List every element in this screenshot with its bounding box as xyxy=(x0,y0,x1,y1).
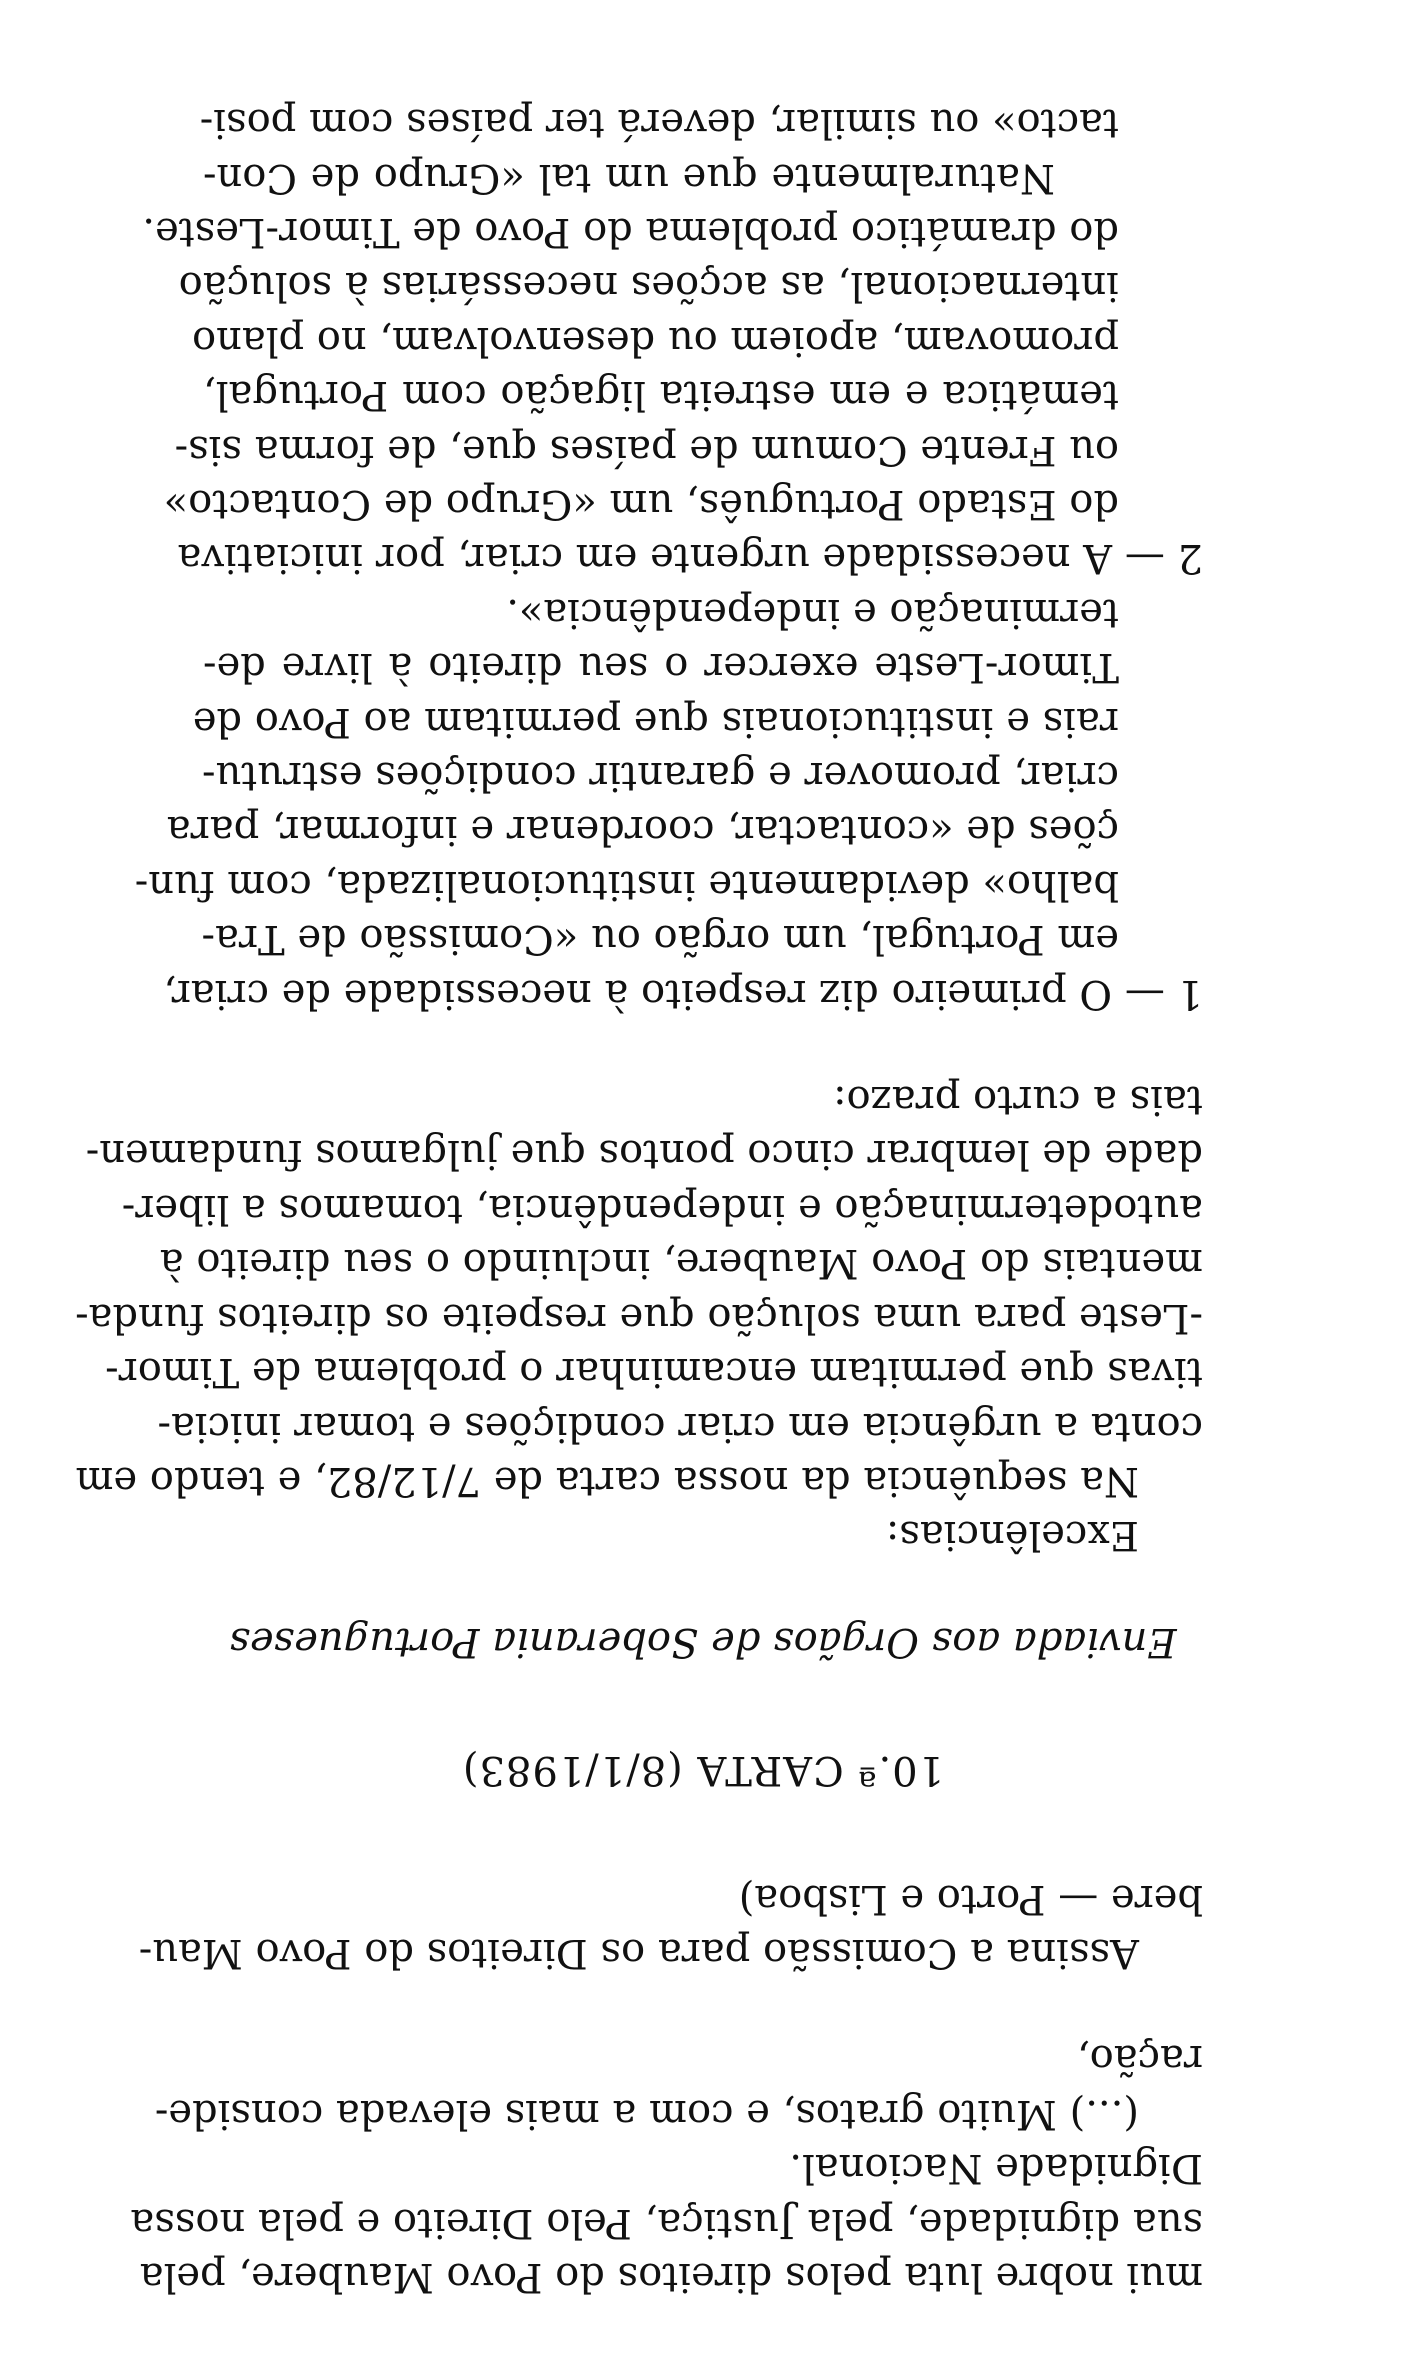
text-line: rais e institucionais que permitam ao Povo de xyxy=(192,698,1119,745)
closing-paragraph xyxy=(154,2032,1203,2141)
text-line: -Leste para uma solução que respeite os direitos funda- xyxy=(75,1294,1203,1341)
salutation: Excelências: xyxy=(885,1512,1139,1559)
text-line: temática e em estreita ligação com Portugal, xyxy=(203,372,1119,419)
text-line: balho» devidamente institucionalizada, com fun- xyxy=(134,861,1119,908)
text-line: tacto» ou similar, deverá ter países com posi- xyxy=(199,100,1119,147)
text-line: em Portugal, um orgão ou «Comissão de Tra- xyxy=(201,916,1119,963)
text-line: dade de lembrar cinco pontos que julgamos fundamen- xyxy=(85,1131,1203,1178)
continuation-paragraph xyxy=(130,2141,1203,2304)
text-line: conta a urgência em criar condições e tomar inicia- xyxy=(157,1403,1203,1450)
point-1-paragraph xyxy=(134,585,1203,1020)
text-line: tais a curto prazo: xyxy=(833,1077,1203,1124)
text-line: tivas que permitam encaminhar o problema de Timor- xyxy=(105,1349,1203,1396)
text-line: bere — Porto e Lisboa) xyxy=(738,1875,1203,1922)
text-line: Na sequência da nossa carta de 7/12/82, e tendo em xyxy=(75,1457,1139,1504)
text-line: internacional, as acções necessárias à solução xyxy=(178,263,1119,310)
text-column xyxy=(75,0,1203,2304)
text-line: Naturalmente que um tal «Grupo de Con- xyxy=(203,154,1055,201)
text-line: do dramático problema do Povo de Timor-Leste. xyxy=(142,209,1119,255)
text-line: autodeterminação e independência, tomamos a liber- xyxy=(121,1185,1203,1232)
letter-subtitle: Enviada aos Orgãos de Soberania Portugueses xyxy=(229,1618,1177,1665)
text-line: terminação e independência». xyxy=(506,589,1119,636)
text-line: do Estado Português, um «Grupo de Contacto» xyxy=(163,481,1119,528)
point-2-paragraph xyxy=(142,96,1203,586)
text-line: sua dignidade, pela Justiça, Pelo Direito e pela nossa xyxy=(130,2199,1203,2246)
text-line: ções de «contactar, coordenar e informar, para xyxy=(166,807,1119,854)
text-line: ração, xyxy=(1076,2036,1203,2083)
intro-paragraph xyxy=(75,1073,1203,1508)
letter-title: 10.ª CARTA (8/1/1983) xyxy=(461,1747,945,1794)
text-line: mui nobre luta pelos direitos do Povo Maubere, pela xyxy=(139,2254,1203,2300)
text-line: promovam, apoiem ou desenvolvam, no plano xyxy=(192,317,1119,364)
text-line: Timor-Leste exercer o seu direito à livre de- xyxy=(203,644,1119,691)
text-line: ou Frente Comum de países que, de forma sis- xyxy=(174,426,1119,473)
text-line: 2 — A necessidade urgente em criar, por iniciativa xyxy=(177,535,1203,582)
text-line: Dignidade Nacional. xyxy=(789,2145,1203,2192)
text-line: criar, promover e garantir condições estrutu- xyxy=(201,753,1119,800)
text-line: Assina a Comissão para os Direitos do Povo Mau- xyxy=(138,1929,1139,1976)
text-line: 1 — O primeiro diz respeito à necessidade de criar, xyxy=(163,970,1203,1017)
text-line: (...) Muito gratos, e com a mais elevada conside- xyxy=(154,2090,1139,2137)
signature-paragraph xyxy=(138,1871,1203,1980)
text-line: mentais do Povo Maubere, incluindo o seu direito à xyxy=(159,1240,1203,1287)
